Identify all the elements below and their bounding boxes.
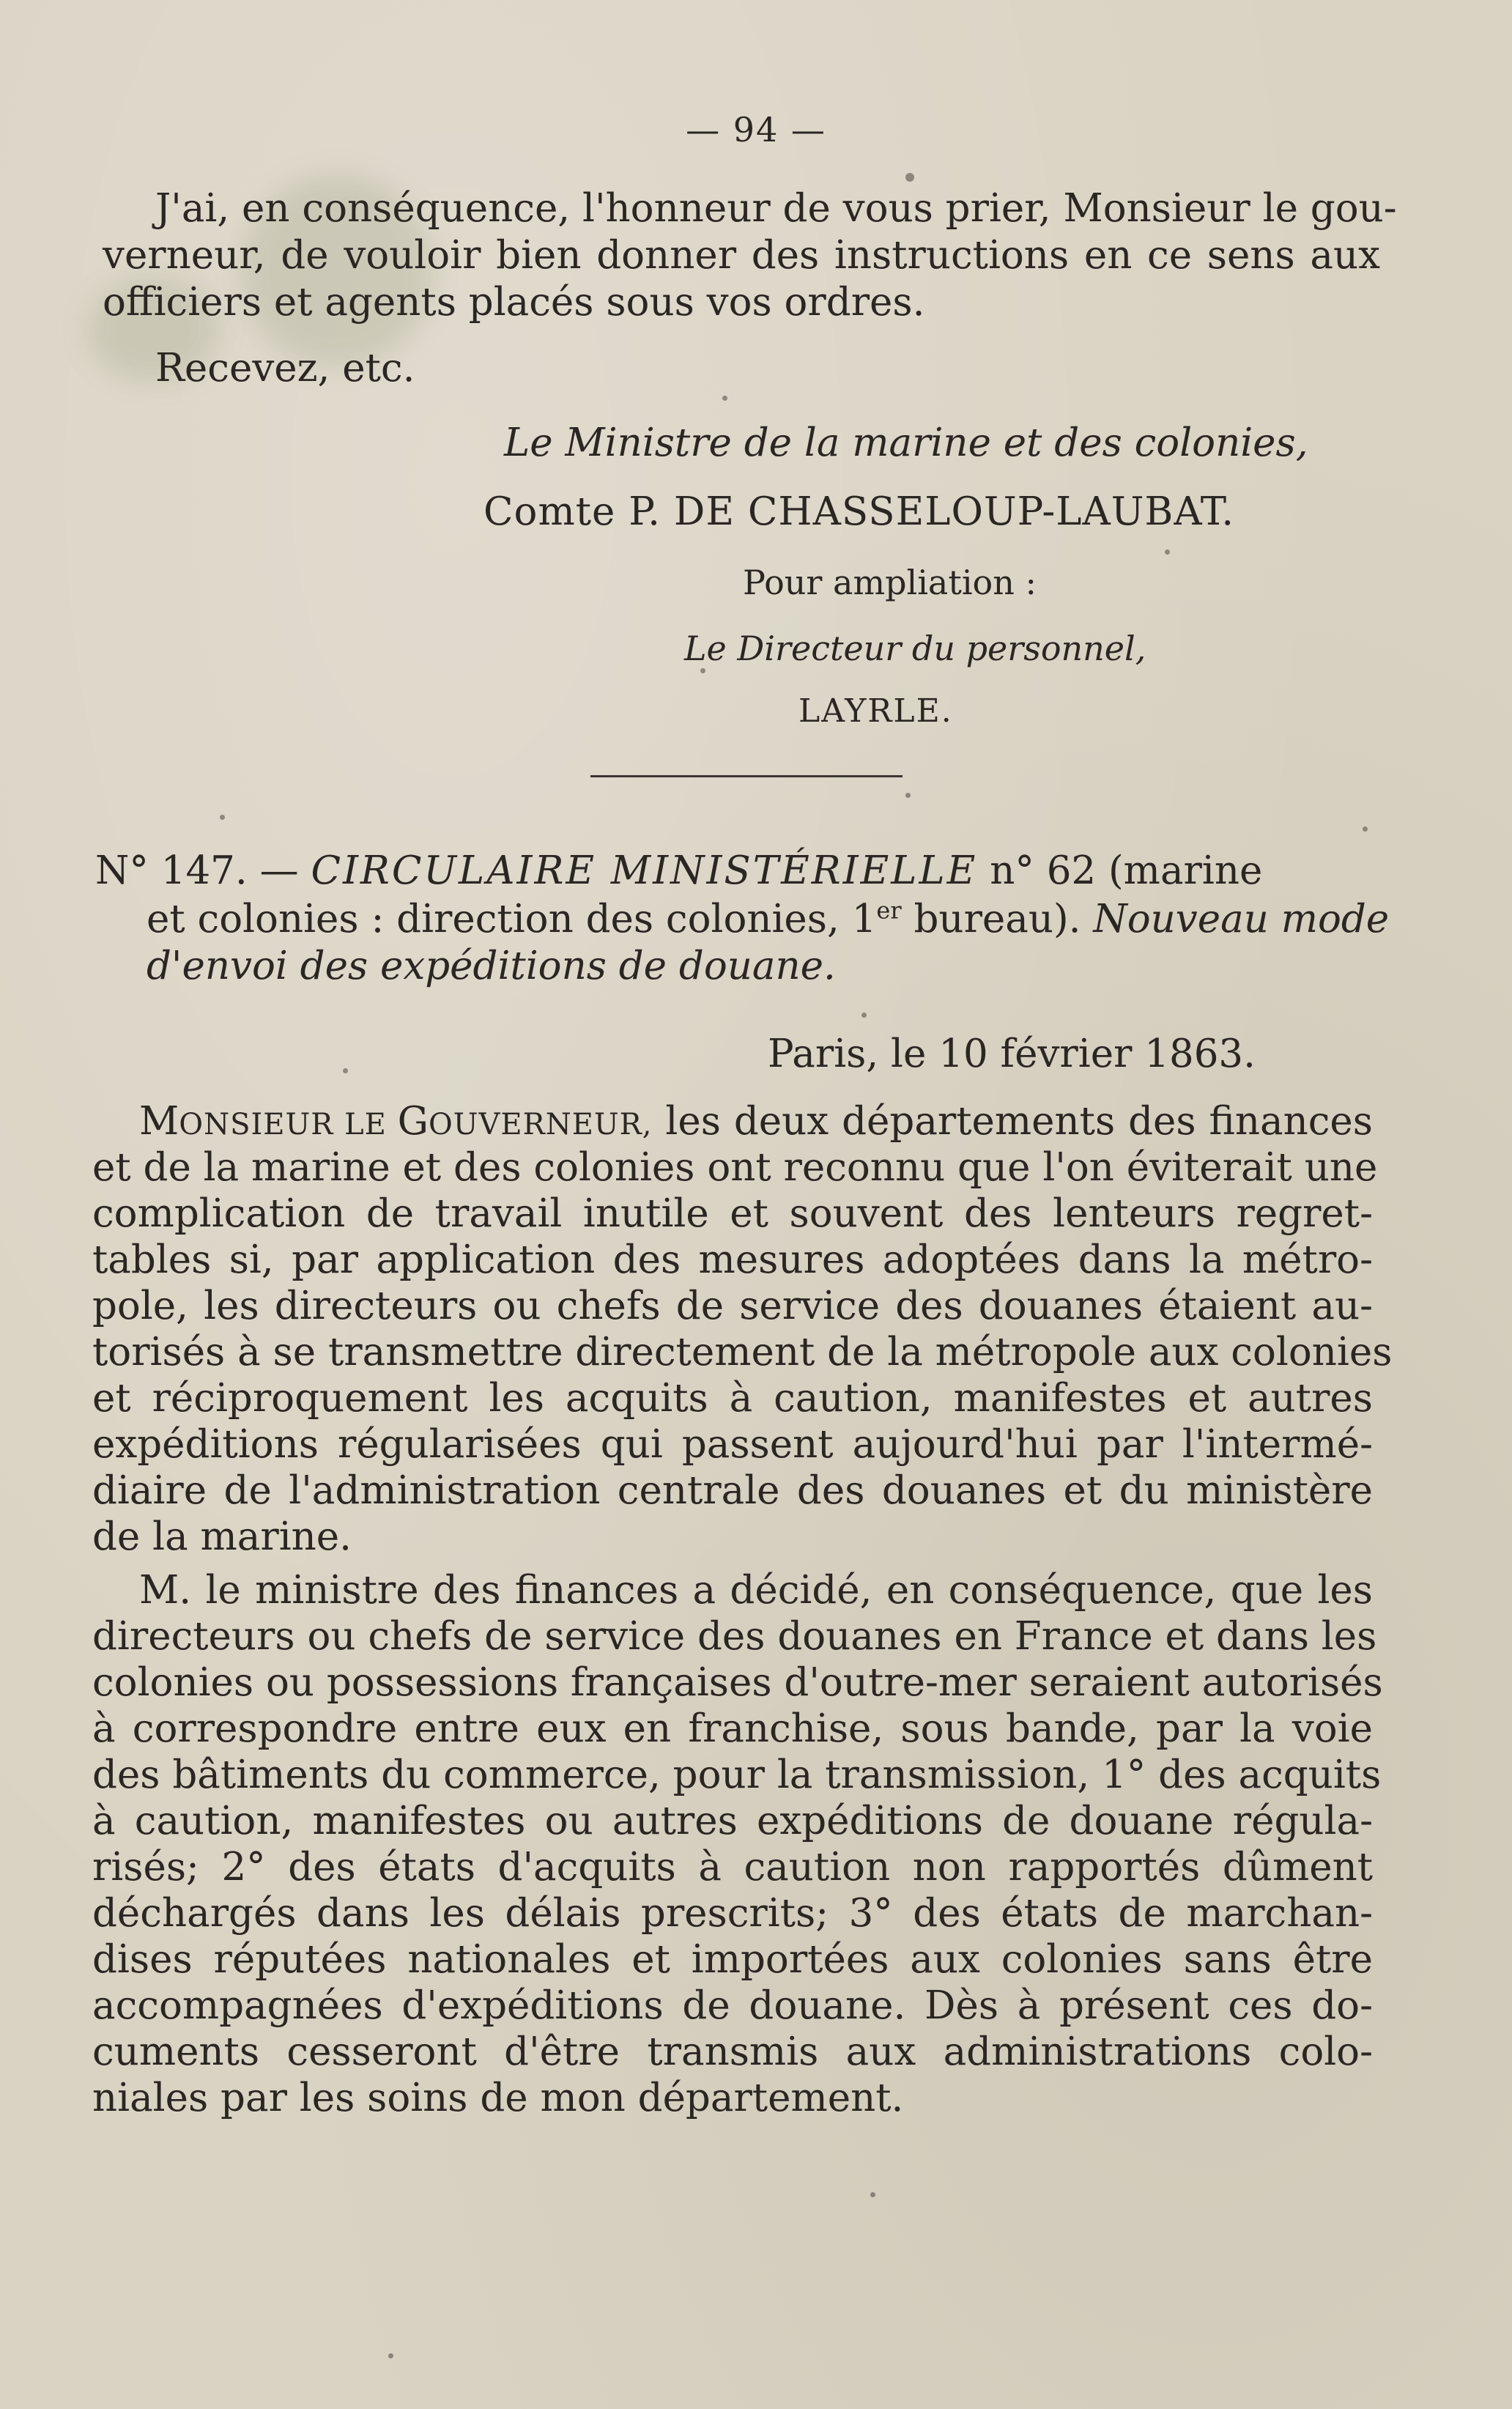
dirt-speck <box>388 2353 393 2358</box>
body-line: tables si, par application des mesures adoptées dans la métro- <box>92 1237 1373 1282</box>
body-line: M. le ministre des finances a décidé, en conséquence, que les <box>139 1568 1373 1613</box>
body-line: colonies ou possessions françaises d'outre-mer seraient autorisés <box>92 1660 1383 1705</box>
body-line: risés; 2° des états d'acquits à caution non rapportés dûment <box>92 1845 1373 1890</box>
dirt-speck <box>722 396 727 401</box>
circular-number: N° 147. — <box>95 848 299 893</box>
circular-heading-line2 <box>147 896 1390 942</box>
salutation-line <box>139 1099 1373 1147</box>
circular-subject-continued: d'envoi des expéditions de douane. <box>147 944 836 988</box>
closing-formula: Recevez, etc. <box>155 346 415 391</box>
body-line: des bâtiments du commerce, pour la transmission, 1° des acquits <box>92 1753 1382 1797</box>
body-line: directeurs ou chefs de service des douanes en France et dans les <box>92 1614 1377 1659</box>
body-line: et réciproquement les acquits à caution, manifestes et autres <box>92 1376 1373 1421</box>
intro-line: verneur, de vouloir bien donner des instructions en ce sens aux <box>103 233 1380 278</box>
body-line-last: de la marine. <box>92 1514 352 1559</box>
circular-heading-line1 <box>95 848 1377 894</box>
body-line: pole, les directeurs ou chefs de service des douanes étaient au- <box>92 1284 1373 1328</box>
section-divider <box>590 775 903 777</box>
body-line: à caution, manifestes ou autres expéditions de douane régula- <box>92 1799 1373 1843</box>
dirt-speck <box>1165 549 1170 555</box>
ampliation-label: Pour ampliation : <box>743 563 1037 602</box>
body-text: les deux départements des finances <box>665 1099 1373 1144</box>
body-line: et de la marine et des colonies ont reconnu que l'on éviterait une <box>92 1145 1378 1190</box>
circular-direction: et colonies : direction des colonies, 1 <box>147 897 877 941</box>
body-line: expéditions régularisées qui passent aujourd'hui par l'intermé- <box>92 1422 1373 1467</box>
intro-line: officiers et agents placés sous vos ordres. <box>103 280 925 325</box>
body-line: torisés à se transmettre directement de la métropole aux colonies <box>92 1330 1393 1374</box>
intro-line: J'ai, en conséquence, l'honneur de vous prier, Monsieur le gou- <box>155 186 1397 231</box>
dirt-speck <box>870 2192 875 2197</box>
body-line: à correspondre entre eux en franchise, sous bande, par la voie <box>92 1706 1373 1751</box>
circular-subject: Nouveau mode <box>1093 897 1390 941</box>
director-name: LAYRLE. <box>798 692 953 730</box>
body-line: complication de travail inutile et souvent des lenteurs regret- <box>92 1191 1373 1236</box>
ordinal-superscript: er <box>876 896 902 925</box>
dirt-speck <box>861 1013 867 1018</box>
director-title: Le Directeur du personnel, <box>684 629 1146 668</box>
minister-name: Comte P. DE CHASSELOUP-LAUBAT. <box>483 489 1235 534</box>
dateline: Paris, le 10 février 1863. <box>768 1032 1256 1076</box>
body-line-last: niales par les soins de mon département. <box>92 2076 904 2120</box>
minister-title: Le Ministre de la marine et des colonies, <box>504 421 1308 465</box>
page-number: — 94 — <box>686 110 826 149</box>
dirt-speck <box>1363 826 1368 832</box>
dirt-speck <box>905 793 911 798</box>
body-line: déchargés dans les délais prescrits; 3° des états de marchan- <box>92 1891 1373 1936</box>
body-line: dises réputées nationales et importées aux colonies sans être <box>92 1937 1373 1982</box>
salutation: MONSIEUR LE GOUVERNEUR, <box>139 1099 653 1144</box>
body-line: diaire de l'administration centrale des douanes et du ministère <box>92 1468 1373 1513</box>
body-line: accompagnées d'expéditions de douane. Dès à présent ces do- <box>92 1983 1373 2028</box>
dirt-speck <box>343 1068 348 1073</box>
dirt-speck <box>220 815 225 820</box>
circular-bureau: bureau). <box>901 897 1081 941</box>
body-line: cuments cesseront d'être transmis aux administrations colo- <box>92 2029 1373 2074</box>
circular-title: CIRCULAIRE MINISTÉRIELLE <box>311 848 978 893</box>
circular-title-rest: n° 62 (marine <box>990 848 1263 893</box>
dirt-speck <box>905 173 914 182</box>
